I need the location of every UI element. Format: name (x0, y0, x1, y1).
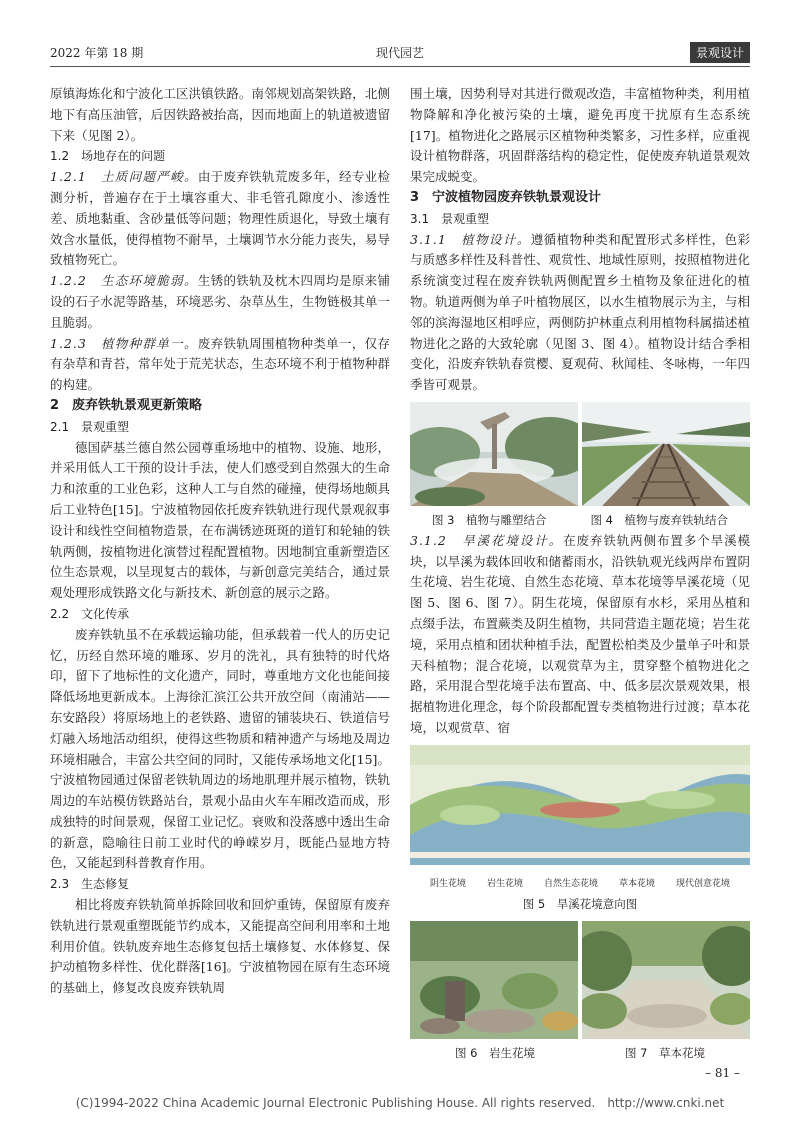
issue-label: 2022 年第 18 期 (50, 46, 144, 60)
paragraph: 围土壤，因势利导对其进行微观改造，丰富植物种类，利用植物降解和净化被污染的土壤，避免再度干扰原有生态系统[17]。植物进化之路展示区植物种类繁多，习性多样，应重视设计植物群落，巩固群落结构的稳定性，促使废弃轨道景观效果完成蜕变。 (410, 86, 750, 185)
section-heading-1-2: 1.2 场地存在的问题 (50, 149, 166, 164)
subheading: 3.1.2 旱溪花境设计。 (410, 532, 564, 548)
left-column (50, 84, 390, 999)
figure-5-legend (410, 874, 750, 895)
paragraph-1-2-1 (50, 167, 390, 271)
paragraph-1-2-3 (50, 334, 390, 396)
figure-3-4-captions (410, 510, 750, 531)
subheading: 1.2.1 土质问题严峻。 (50, 169, 198, 185)
legend-shade-border: 阴生花境 (430, 878, 467, 889)
copyright-footer: (C)1994-2022 China Academic Journal Electronic Publishing House. All rights reserved. http://www.cnki.net (75, 1096, 725, 1110)
herb-garden-image (582, 921, 750, 1039)
section-heading-3-1: 3.1 景观重塑 (410, 211, 490, 226)
figure-6-7-captions (410, 1043, 750, 1064)
paragraph-text: 生锈的铁轨及枕木四周均是原来铺设的石子水泥等路基，环境恶劣、杂草丛生，生物链极其单一且脆弱。 (50, 273, 390, 330)
figure-5 (410, 745, 750, 915)
paragraph-3-1-1 (410, 230, 750, 396)
paragraph-text: 由于废弃铁轨荒废多年，经专业检测分析，普遍存在于土壤容重大、非毛管孔隙度小、渗透性差、质地黏重、含砂量低等问题；物理性质退化，导致土壤有效含水量低，使得植物不耐旱，土壤调节水分能力丧失，易导致植物死亡。 (50, 169, 390, 268)
section-badge: 景观设计 (690, 42, 750, 63)
section-heading-3: 3 宁波植物园废弃铁轨景观设计 (410, 189, 602, 205)
subheading: 1.2.2 生态环境脆弱。 (50, 273, 198, 289)
paragraph-3-1-2 (410, 531, 750, 739)
figure-3-4-row (410, 402, 750, 506)
paragraph-2-2: 废弃铁轨虽不在承载运输功能，但承载着一代人的历史记忆，历经自然环境的雕琢、岁月的洗礼，具有独特的时代烙印，留下了地标性的文化遗产，同时，尊重地方文化也能间接降低场地更新成本。上海徐汇滨江公共开放空间（南浦站——东安路段）将原场地上的老铁路、遗留的铺装块石、铁道信号灯融入场地活动组织，使得这些物质和精神遗产与场地及周边环境相融合，丰富公共空间的同时，又能传承场地文化[15]。宁波植物园通过保留老铁轨周边的场地肌理并展示植物，铁轨周边的车站模仿铁路站台，景观小品由火车车厢改造而成，形成独特的时间景观，保留工业记忆。衰败和没落感中透出生命的新意，隐喻往日前工业时代的峥嵘岁月，既能凸显地方特色，又能起到科普教育作用。 (50, 626, 390, 871)
figure-6-photo (410, 921, 578, 1039)
journal-title: 现代园艺 (375, 46, 424, 60)
dry-creek-plan-image (410, 745, 750, 865)
legend-herb-border: 草本花境 (618, 878, 655, 889)
section-heading-2-2: 2.2 文化传承 (50, 606, 130, 621)
subheading: 3.1.1 植物设计。 (410, 231, 531, 247)
paragraph: 原镇海炼化和宁波化工区洪镇铁路。南邻规划高架铁路，北侧地下有高压油管，后因铁路被抬高，因而地面上的轨道被遗留下来（见图 2）。 (50, 86, 390, 143)
subheading: 1.2.3 植物种群单一。 (50, 335, 198, 351)
figure-5-caption: 图 5 旱溪花境意向图 (522, 897, 638, 912)
paragraph-text: 废弃铁轨周围植物种类单一，仅存有杂草和青苔，常年处于荒芜状态，生态环境不利于植物种群的构建。 (50, 335, 390, 393)
section-heading-2: 2 废弃铁轨景观更新策略 (50, 397, 203, 413)
paragraph-1-2-2 (50, 271, 390, 333)
sculpture-garden-image (410, 402, 578, 506)
legend-natural-border: 自然生态花境 (543, 878, 598, 889)
paragraph-text: 遵循植物种类和配置形式多样性，色彩与质感多样性及科普性、观赏性、地域性原则，按照植物进化系统演变过程在废弃铁轨两侧配置乡土植物及象征进化的植物。轨道两侧为单子叶植物展区，以水生植物展示为主，与相邻的滨海湿地区相呼应，两侧防护林重点利用植物科属描述植物进化之路的大致轮廓（见图 3、图 4）。植物设计结合季相变化，沿废弃铁轨春赏樱、夏观荷、秋闻桂、冬咏梅，一年四季皆可观景。 (410, 231, 750, 393)
legend-modern-border: 现代创意花境 (675, 878, 730, 889)
section-heading-2-1: 2.1 景观重塑 (50, 419, 130, 434)
paragraph-2-3: 相比将废弃铁轨简单拆除回收和回炉重铸，保留原有废弃铁轨进行景观重塑既能节约成本，又能提高空间利用率和土地利用价值。铁轨废弃地生态修复包括土壤修复、水体修复、保护动植物多样性、优化群落[16]。宁波植物园在原有生态环境的基础上，修复改良废弃铁轨周 (50, 897, 390, 996)
header-divider (50, 66, 750, 67)
paragraph-2-1: 德国萨基兰德自然公园尊重场地中的植物、设施、地形，并采用低人工干预的设计手法，使人们感受到自然强大的生命力和浓重的工业色彩，这种人工与自然的碰撞，使得场地颇具后工业特色[15]。宁波植物园依托废弃铁轨进行现代景观叙事设计和线性空间植物造景，在布满锈迹斑斑的道钉和轮轴的铁轨两侧，按植物进化演替过程配置植物。因地制宜重新塑造区位生态景观，以呈现复古的载体，与新创意完美结合，通过景观处理形成铁路文化与新技术、新创意的展示之路。 (50, 439, 390, 601)
page-header (50, 42, 750, 64)
figure-7-caption: 图 7 草本花境 (625, 1046, 705, 1061)
figure-4-caption: 图 4 植物与废弃铁轨结合 (590, 512, 728, 527)
figure-4-photo (582, 402, 750, 506)
page-number: – 81 – (705, 1066, 740, 1080)
right-column (410, 84, 750, 1064)
figure-7-photo (582, 921, 750, 1039)
paragraph-text: 在废弃铁轨两侧布置多个旱溪模块，以旱溪为载体回收和储蓄雨水，沿铁轨观光线两岸布置阴生花境、岩生花境、自然生态花境、草本花境等旱溪花境（见图 5、图 6、图 7）。阴生花境，保留原有水杉，采用丛植和点缀手法，布置蕨类及阴生植物，共同营造主题花境；岩生花境，采用点植和团状种植手法，配置松柏类及少量单子叶和景天科植物；混合花境，以观赏草为主，贯穿整个植物进化之路，采用混合型花境手法布置高、中、低多层次景观效果，根据植物进化理念，每个阶段都配置专类植物进行过渡；草本花境，以观赏草、宿 (410, 532, 750, 735)
figure-6-caption: 图 6 岩生花境 (455, 1046, 535, 1061)
figure-3-photo (410, 402, 578, 506)
railway-tracks-image (582, 402, 750, 506)
figure-3-caption: 图 3 植物与雕塑结合 (432, 512, 547, 527)
figure-6-7-row (410, 921, 750, 1039)
section-heading-2-3: 2.3 生态修复 (50, 877, 130, 892)
legend-rock-border: 岩生花境 (486, 878, 523, 889)
rock-garden-image (410, 921, 578, 1039)
